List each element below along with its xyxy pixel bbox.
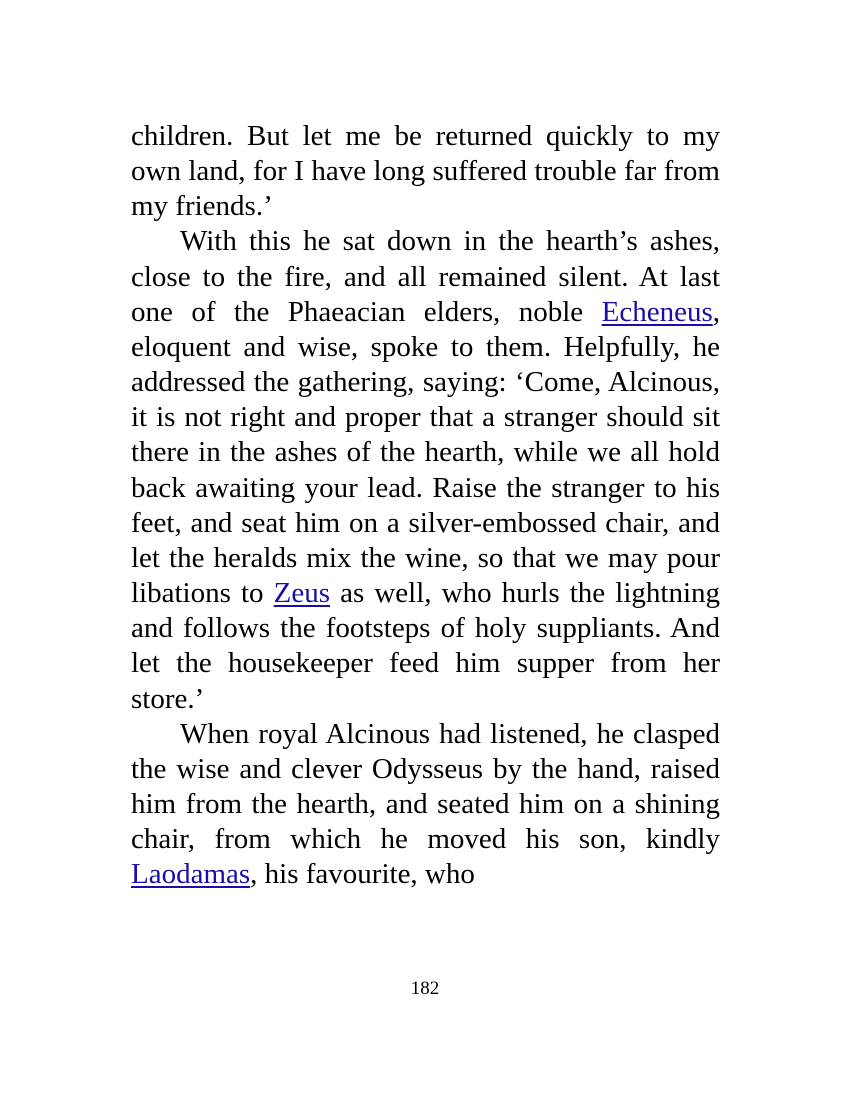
paragraph-3 xyxy=(131,717,720,893)
paragraph-2 xyxy=(131,224,720,716)
paragraph-text: When royal Alcinous had listened, he clasped the wise and clever Odysseus by the hand, raised him from the hearth, and seated him on a shining chair, from which he moved his son, kindly xyxy=(131,717,720,856)
paragraph-1 xyxy=(131,119,720,224)
page-number: 182 xyxy=(410,978,440,999)
link-echeneus[interactable]: Echeneus xyxy=(601,295,713,328)
paragraph-text: , his favourite, who xyxy=(250,858,475,891)
link-laodamas[interactable]: Laodamas xyxy=(131,858,251,891)
paragraph-text: as well, who hurls the lightning and follows the footsteps of holy suppliants. And let the housekeeper feed him supper from her store.’ xyxy=(131,577,721,715)
link-zeus[interactable]: Zeus xyxy=(273,577,331,610)
paragraph-text: children. But let me be returned quickly to my own land, for I have long suffered trouble far from my friends.’ xyxy=(131,120,720,223)
paragraph-text: With this he sat down in the hearth’s ashes, close to the fire, and all remained silent. At last one of the Phaeacian elders, noble xyxy=(131,225,720,328)
paragraph-text: , eloquent and wise, spoke to them. Helpfully, he addressed the gathering, saying: ‘Come, Alcinous, it is not right and proper that a stranger should sit there in the ashes of the hearth, while we all hold back awaiting your lead. Raise the stranger to his feet, and seat him on a silver-embossed chair, and let the heralds mix the wine, so that we may pour libations to xyxy=(131,295,720,610)
page-body xyxy=(131,119,720,892)
